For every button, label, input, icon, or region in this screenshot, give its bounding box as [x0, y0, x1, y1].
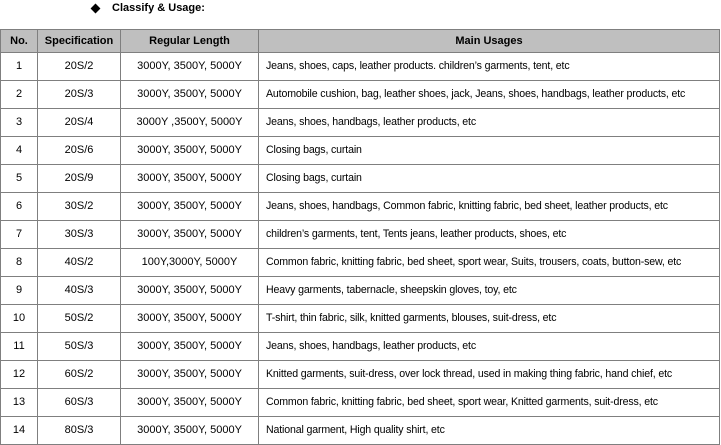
cell-no: 1 — [1, 53, 38, 81]
cell-no: 6 — [1, 193, 38, 221]
cell-no: 12 — [1, 361, 38, 389]
cell-main-usages: Knitted garments, suit-dress, over lock thread, used in making thing fabric, hand chief, etc — [259, 361, 720, 389]
cell-main-usages: National garment, High quality shirt, etc — [259, 417, 720, 445]
cell-no: 11 — [1, 333, 38, 361]
cell-no: 4 — [1, 137, 38, 165]
cell-no: 8 — [1, 249, 38, 277]
cell-specification: 60S/3 — [38, 389, 121, 417]
table-header-row — [1, 30, 720, 53]
cell-regular-length: 3000Y, 3500Y, 5000Y — [121, 417, 259, 445]
cell-regular-length: 100Y,3000Y, 5000Y — [121, 249, 259, 277]
cell-main-usages: Jeans, shoes, handbags, leather products, etc — [259, 109, 720, 137]
cell-specification: 20S/4 — [38, 109, 121, 137]
table-row — [1, 389, 720, 417]
cell-specification: 50S/2 — [38, 305, 121, 333]
cell-regular-length: 3000Y, 3500Y, 5000Y — [121, 221, 259, 249]
cell-specification: 40S/3 — [38, 277, 121, 305]
table-row — [1, 361, 720, 389]
cell-main-usages: Heavy garments, tabernacle, sheepskin gloves, toy, etc — [259, 277, 720, 305]
cell-regular-length: 3000Y, 3500Y, 5000Y — [121, 53, 259, 81]
header-specification: Specification — [38, 30, 121, 53]
cell-specification: 40S/2 — [38, 249, 121, 277]
cell-main-usages: Common fabric, knitting fabric, bed sheet, sport wear, Knitted garments, suit-dress, etc — [259, 389, 720, 417]
table-row — [1, 53, 720, 81]
cell-specification: 30S/3 — [38, 221, 121, 249]
cell-main-usages: Automobile cushion, bag, leather shoes, jack, Jeans, shoes, handbags, leather products, etc — [259, 81, 720, 109]
cell-no: 13 — [1, 389, 38, 417]
table-row — [1, 81, 720, 109]
cell-main-usages: Common fabric, knitting fabric, bed sheet, sport wear, Suits, trousers, coats, button-sew, etc — [259, 249, 720, 277]
table-row — [1, 193, 720, 221]
section-title: Classify & Usage: — [112, 2, 205, 14]
cell-regular-length: 3000Y, 3500Y, 5000Y — [121, 165, 259, 193]
table-row — [1, 137, 720, 165]
cell-no: 10 — [1, 305, 38, 333]
classify-usage-table — [0, 29, 720, 445]
table-row — [1, 417, 720, 445]
cell-regular-length: 3000Y, 3500Y, 5000Y — [121, 305, 259, 333]
cell-regular-length: 3000Y, 3500Y, 5000Y — [121, 137, 259, 165]
cell-regular-length: 3000Y, 3500Y, 5000Y — [121, 389, 259, 417]
table-row — [1, 249, 720, 277]
cell-no: 3 — [1, 109, 38, 137]
cell-main-usages: Closing bags, curtain — [259, 137, 720, 165]
cell-no: 7 — [1, 221, 38, 249]
header-no: No. — [1, 30, 38, 53]
cell-main-usages: children’s garments, tent, Tents jeans, leather products, shoes, etc — [259, 221, 720, 249]
table-row — [1, 165, 720, 193]
table-row — [1, 109, 720, 137]
cell-main-usages: T-shirt, thin fabric, silk, knitted garments, blouses, suit-dress, etc — [259, 305, 720, 333]
cell-no: 2 — [1, 81, 38, 109]
cell-specification: 60S/2 — [38, 361, 121, 389]
cell-regular-length: 3000Y, 3500Y, 5000Y — [121, 361, 259, 389]
header-main-usages: Main Usages — [259, 30, 720, 53]
diamond-bullet-icon — [91, 3, 101, 13]
header-regular-length: Regular Length — [121, 30, 259, 53]
table-row — [1, 277, 720, 305]
cell-regular-length: 3000Y, 3500Y, 5000Y — [121, 333, 259, 361]
cell-specification: 20S/6 — [38, 137, 121, 165]
cell-regular-length: 3000Y, 3500Y, 5000Y — [121, 193, 259, 221]
cell-no: 14 — [1, 417, 38, 445]
section-heading — [92, 0, 205, 16]
cell-no: 9 — [1, 277, 38, 305]
cell-specification: 50S/3 — [38, 333, 121, 361]
table-row — [1, 333, 720, 361]
cell-specification: 80S/3 — [38, 417, 121, 445]
cell-no: 5 — [1, 165, 38, 193]
cell-specification: 20S/9 — [38, 165, 121, 193]
cell-main-usages: Closing bags, curtain — [259, 165, 720, 193]
table-row — [1, 221, 720, 249]
cell-specification: 20S/3 — [38, 81, 121, 109]
cell-regular-length: 3000Y ,3500Y, 5000Y — [121, 109, 259, 137]
cell-specification: 20S/2 — [38, 53, 121, 81]
cell-regular-length: 3000Y, 3500Y, 5000Y — [121, 277, 259, 305]
cell-main-usages: Jeans, shoes, handbags, Common fabric, knitting fabric, bed sheet, leather products, etc — [259, 193, 720, 221]
cell-main-usages: Jeans, shoes, handbags, leather products, etc — [259, 333, 720, 361]
table-row — [1, 305, 720, 333]
cell-regular-length: 3000Y, 3500Y, 5000Y — [121, 81, 259, 109]
cell-main-usages: Jeans, shoes, caps, leather products. children’s garments, tent, etc — [259, 53, 720, 81]
cell-specification: 30S/2 — [38, 193, 121, 221]
